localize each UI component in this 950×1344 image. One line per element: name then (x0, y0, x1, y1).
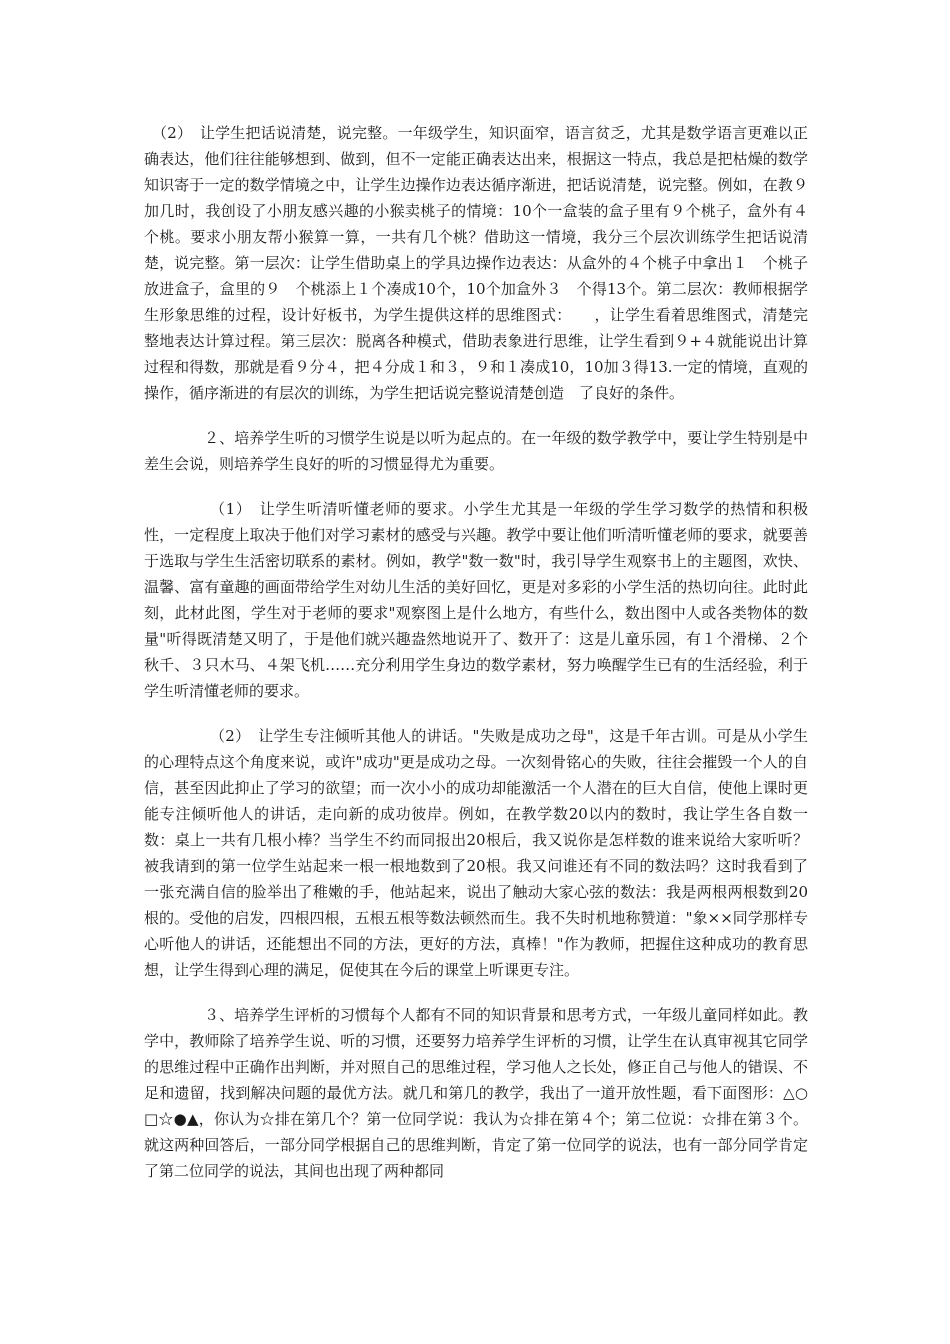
paragraph-listen-teacher: （1） 让学生听清听懂老师的要求。小学生尤其是一年级的学生学习数学的热情和积极性，一定程度上取决于他们对学习素材的感受与兴趣。教学中要让他们听清听懂老师的要求，就要善于选取与学生生活密切联系的素材。例如，教学"数一数"时，我引导学生观察书上的主题图，欢快、温馨、富有童趣的画面带给学生对幼儿生活的美好回忆，更是对多彩的小学生活的热切向往。此时此刻，此材此图，学生对于老师的要求"观察图上是什么地方，有些什么，数出图中人或各类物体的数量"听得既清楚又明了，于是他们就兴趣盎然地说开了、数开了：这是儿童乐园，有１个滑梯、２个秋千、３只木马、４架飞机……充分利用学生身边的数学素材，努力唤醒学生已有的生活经验，利于学生听清懂老师的要求。 (144, 500, 808, 700)
paragraph-listen-others: （2） 让学生专注倾听其他人的讲话。"失败是成功之母"，这是千年古训。可是从小学生的心理特点这个角度来说，或许"成功"更是成功之母。一次刻骨铭心的失败，往往会摧毁一个人的自信，甚至因此抑止了学习的欲望；而一次小小的成功却能激活一个人潜在的巨大自信，使他上课时更能专注倾听他人的讲话，走向新的成功彼岸。例如，在教学数20以内的数时，我让学生各自数一数：桌上一共有几根小棒？当学生不约而同报出20根后，我又说你是怎样数的谁来说给大家听听？被我请到的第一位学生站起来一根一根地数到了20根。我又问谁还有不同的数法吗？这时我看到了一张充满自信的脸举出了稚嫩的手，他站起来，说出了触动大家心弦的数法：我是两根两根数到20根的。受他的启发，四根四根，五根五根等数法顿然而生。我不失时机地称赞道："象××同学那样专心听他人的讲话，还能想出不同的方法，更好的方法，真棒！"作为教师，把握住这种成功的教育思想，让学生得到心理的满足，促使其在今后的课堂上听课更专注。 (144, 727, 808, 979)
document-body (144, 120, 824, 1203)
paragraph-speak-clearly: （2） 让学生把话说清楚，说完整。一年级学生，知识面窄，语言贫乏，尤其是数学语言更难以正确表达，他们往往能够想到、做到，但不一定能正确表达出来，根据这一特点，我总是把枯燥的数学知识寄于一定的数学情境之中，让学生边操作边表达循序渐进，把话说清楚，说完整。例如，在教９加几时，我创设了小朋友感兴趣的小猴卖桃子的情境：10个一盒装的盒子里有９个桃子，盒外有４ 个桃。要求小朋友帮小猴算一算，一共有几个桃？借助这一情境，我分三个层次训练学生把话说清楚，说完整。第一层次：让学生借助桌上的学具边操作边表达：从盒外的４个桃子中拿出１ 个桃子放进盒子，盒里的９ 个桃添上１个凑成10个，10个加盒外３ 个得13个。第二层次：教师根据学生形象思维的过程，设计好板书，为学生提供这样的思维图式： ，让学生看着思维图式，清楚完整地表达计算过程。第三层次：脱离各种模式，借助表象进行思维，让学生看到９+４就能说出计算过程和得数，那就是看９分４，把４分成１和３，９和１凑成10，10加３得13.一定的情境，直观的操作，循序渐进的有层次的训练，为学生把话说完整说清楚创造 了良好的条件。 (144, 124, 824, 402)
paragraph-listening-habit: ２、培养学生听的习惯学生说是以听为起点的。在一年级的数学教学中，要让学生特别是中差生会说，则培养学生良好的听的习惯显得尤为重要。 (144, 429, 808, 473)
paragraph-evaluation-habit: ３、培养学生评析的习惯每个人都有不同的知识背景和思考方式，一年级儿童同样如此。教学中，教师除了培养学生说、听的习惯，还要努力培养学生评析的习惯，让学生在认真审视其它同学的思维过程中正确作出判断，并对照自己的思维过程，学习他人之长处，修正自己与他人的错误、不足和遗留，找到解决问题的最优方法。就几和第几的教学，我出了一道开放性题，看下面图形：△○□☆●▲，你认为☆排在第几个？第一位同学说：我认为☆排在第４个；第二位说：☆排在第３个。就这两种回答后，一部分同学根据自己的思维判断，肯定了第一位同学的说法，也有一部分同学肯定了第二位同学的说法，其间也出现了两种都同 (144, 1006, 808, 1180)
